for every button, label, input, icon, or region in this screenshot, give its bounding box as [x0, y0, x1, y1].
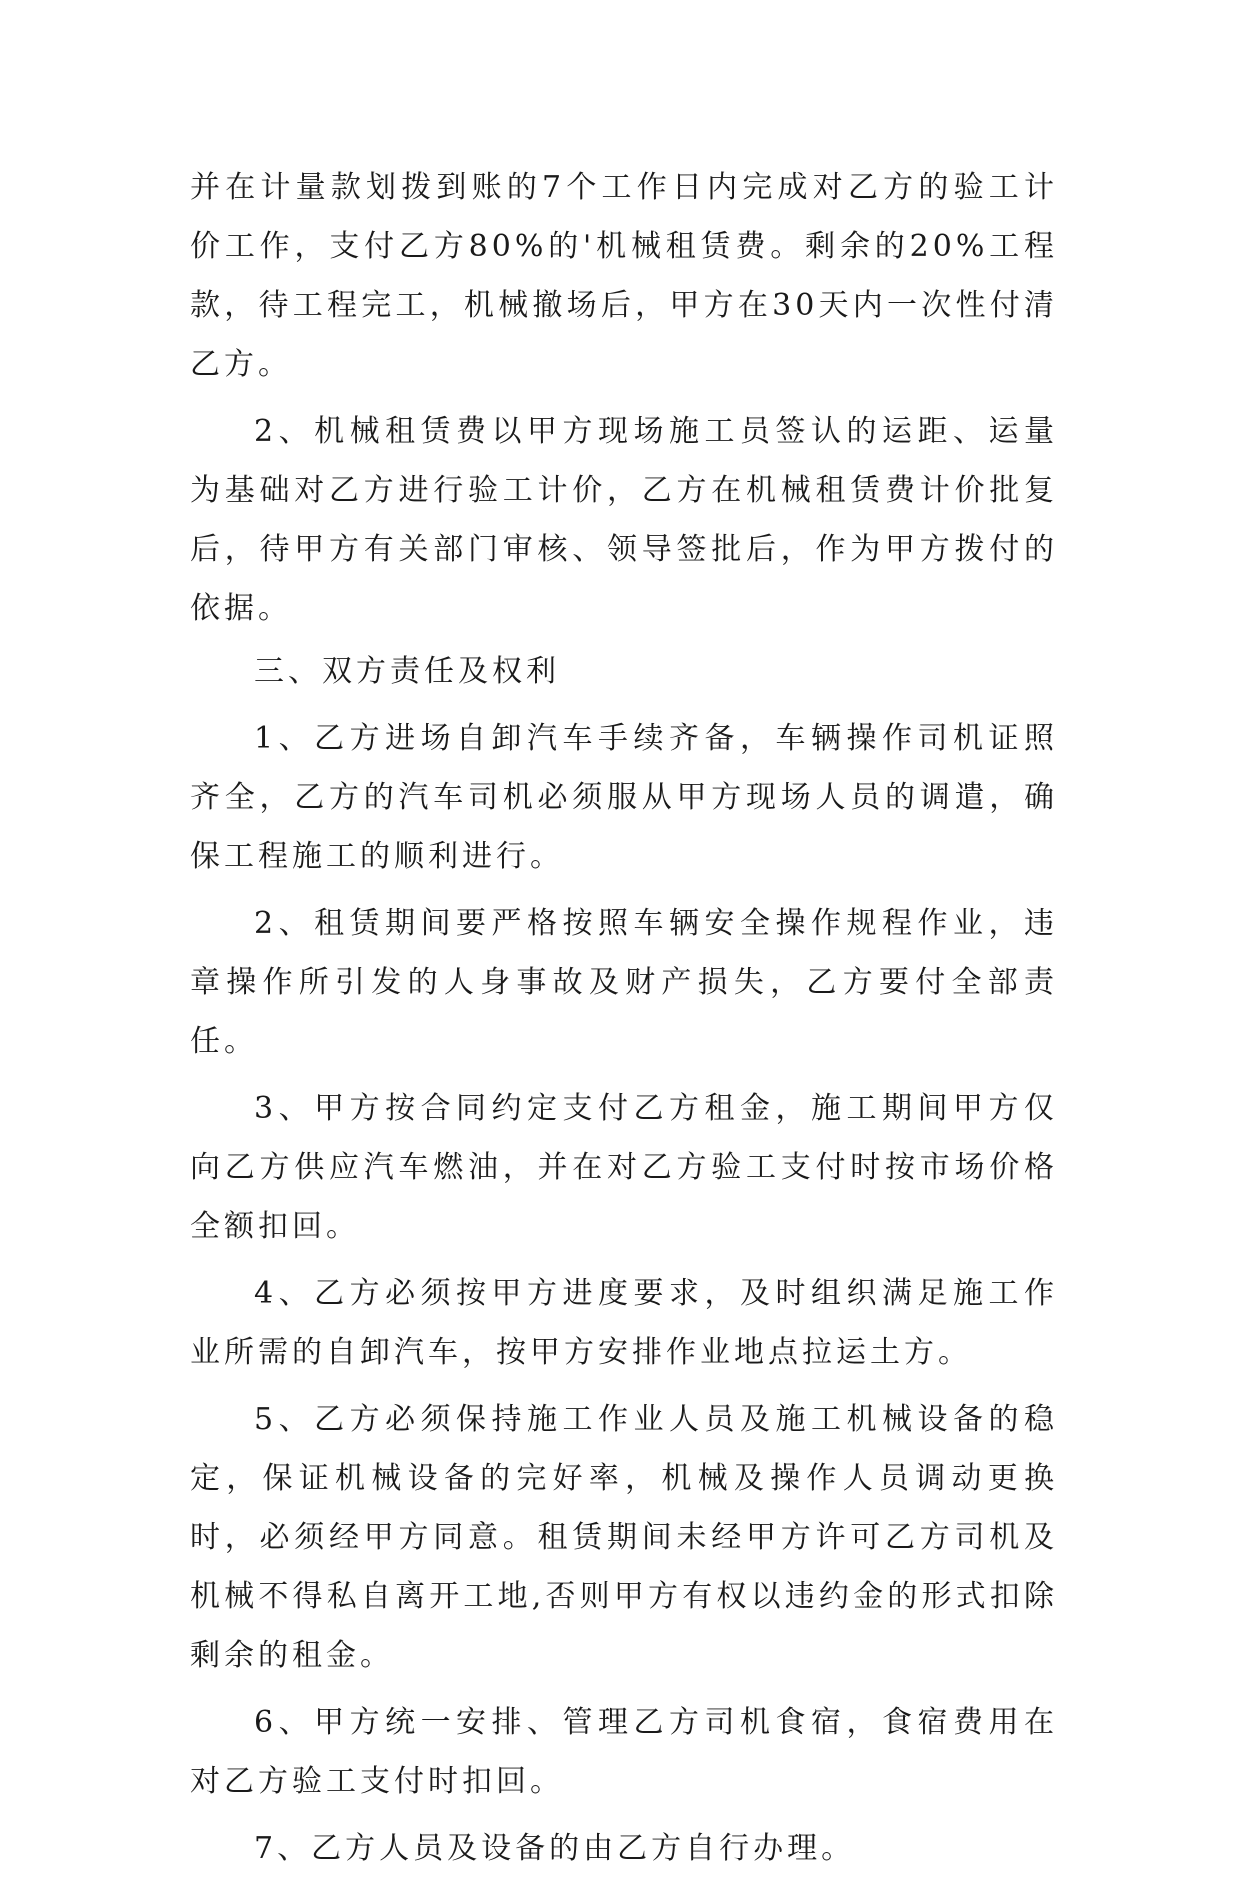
paragraph-item-2-rental-fee: 2、机械租赁费以甲方现场施工员签认的运距、运量为基础对乙方进行验工计价，乙方在机械租赁费计价批复后，待甲方有关部门审核、领导签批后，作为甲方拨付的依据。: [190, 414, 1058, 626]
paragraph-payment-continuation: 并在计量款划拨到账的7个工作日内完成对乙方的验工计价工作，支付乙方80%的'机械租赁费。剩余的20%工程款，待工程完工，机械撤场后，甲方在30天内一次性付清乙方。: [190, 170, 1058, 382]
section-heading-responsibilities: 三、双方责任及权利: [254, 654, 560, 689]
document-body: [190, 158, 1058, 1878]
paragraph-item-7-personnel: 7、乙方人员及设备的由乙方自行办理。: [254, 1831, 856, 1866]
paragraph-item-5-stability: 5、乙方必须保持施工作业人员及施工机械设备的稳定，保证机械设备的完好率，机械及操作人员调动更换时，必须经甲方同意。租赁期间未经甲方许可乙方司机及机械不得私自离开工地,否则甲方有权以违约金的形式扣除剩余的租金。: [190, 1402, 1058, 1673]
paragraph-item-1-vehicles: 1、乙方进场自卸汽车手续齐备，车辆操作司机证照齐全，乙方的汽车司机必须服从甲方现场人员的调遣，确保工程施工的顺利进行。: [190, 721, 1058, 874]
paragraph-item-2-safety: 2、租赁期间要严格按照车辆安全操作规程作业，违章操作所引发的人身事故及财产损失，乙方要付全部责任。: [190, 906, 1058, 1059]
paragraph-item-6-lodging: 6、甲方统一安排、管理乙方司机食宿，食宿费用在对乙方验工支付时扣回。: [190, 1705, 1058, 1799]
paragraph-item-3-fuel: 3、甲方按合同约定支付乙方租金，施工期间甲方仅向乙方供应汽车燃油，并在对乙方验工支付时按市场价格全额扣回。: [190, 1091, 1058, 1244]
paragraph-item-4-schedule: 4、乙方必须按甲方进度要求，及时组织满足施工作业所需的自卸汽车，按甲方安排作业地点拉运土方。: [190, 1276, 1058, 1370]
